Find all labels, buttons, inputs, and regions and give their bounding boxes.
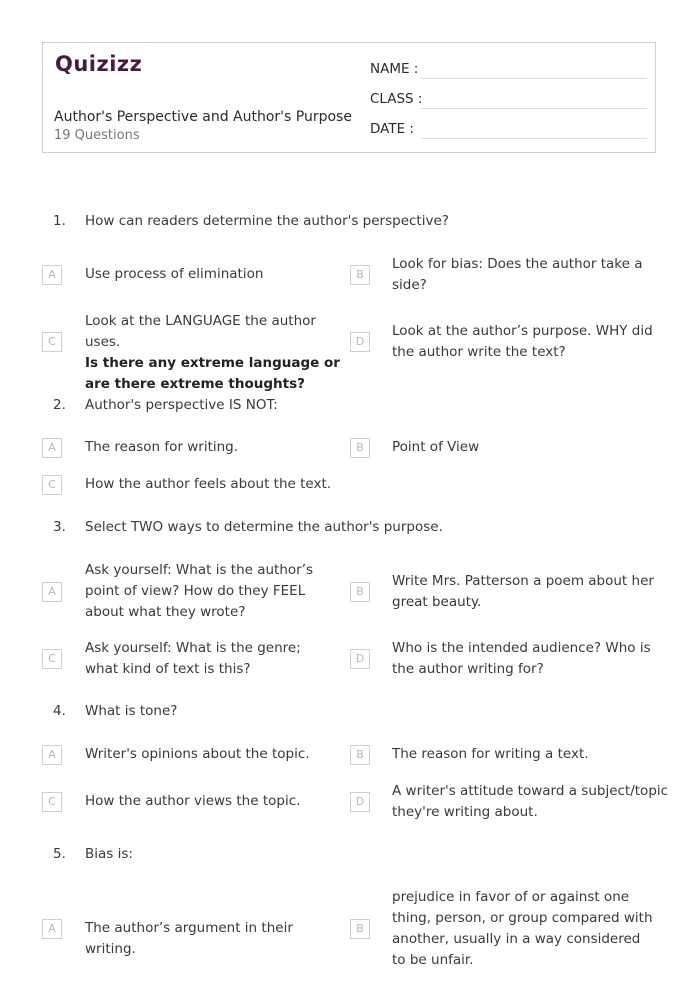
option-text: The reason for writing a text. — [392, 746, 589, 762]
option-letter-box[interactable]: A — [42, 438, 62, 458]
option-text: How the author feels about the text. — [85, 476, 332, 492]
option-text: Ask yourself: What is the genre; what kind of text is this? — [85, 640, 301, 677]
option-letter-box[interactable]: B — [350, 582, 370, 602]
question-number: 4. — [53, 703, 66, 719]
option-letter-box[interactable]: B — [350, 438, 370, 458]
option-letter-box[interactable]: D — [350, 792, 370, 812]
option-text: The reason for writing. — [85, 439, 239, 455]
question-text: How can readers determine the author's perspective? — [85, 213, 449, 229]
option-text: Ask yourself: What is the author’s point of view? How do they FEEL about what they wrote? — [85, 562, 314, 620]
option-letter-box[interactable]: C — [42, 649, 62, 669]
option-letter-box[interactable]: A — [42, 919, 62, 939]
question-number: 3. — [53, 519, 66, 535]
option-letter-box[interactable]: C — [42, 792, 62, 812]
option-letter-box[interactable]: C — [42, 332, 62, 352]
option-text: The author’s argument in their writing. — [85, 920, 293, 957]
question-number: 5. — [53, 846, 66, 862]
name-field[interactable] — [421, 78, 647, 79]
option-text: Use process of elimination — [85, 266, 264, 282]
option-text: Point of View — [392, 439, 480, 455]
option-letter-box[interactable]: B — [350, 919, 370, 939]
question-number: 1. — [53, 213, 66, 229]
option-text: Write Mrs. Patterson a poem about her great beauty. — [392, 573, 654, 610]
class-field[interactable] — [421, 108, 647, 109]
option-text: prejudice in favor of or against one thing, person, or group compared with another, usually in a way considered to be unfair. — [392, 889, 653, 968]
option-text: Look for bias: Does the author take a side? — [392, 256, 643, 293]
question-text: Select TWO ways to determine the author's purpose. — [85, 519, 443, 535]
quizizz-logo: Quizizz — [55, 52, 143, 76]
option-letter-box[interactable]: D — [350, 332, 370, 352]
option-letter-box[interactable]: A — [42, 582, 62, 602]
option-letter-box[interactable]: C — [42, 475, 62, 495]
option-text-bold: Is there any extreme language or are there extreme thoughts? — [85, 355, 340, 392]
worksheet-header — [42, 42, 656, 153]
date-field[interactable] — [421, 138, 647, 139]
option-text: Writer's opinions about the topic. — [85, 746, 310, 762]
name-label: NAME : — [370, 61, 419, 77]
option-text: Look at the author’s purpose. WHY did the author write the text? — [392, 323, 653, 360]
option-letter-box[interactable]: D — [350, 649, 370, 669]
date-label: DATE : — [370, 121, 414, 137]
option-text: How the author views the topic. — [85, 793, 301, 809]
worksheet-title: Author's Perspective and Author's Purpose — [54, 109, 352, 125]
question-count: 19 Questions — [54, 128, 140, 143]
question-text: Author's perspective IS NOT: — [85, 397, 278, 413]
option-text-plain: Look at the LANGUAGE the author uses. — [85, 313, 316, 350]
option-text: A writer's attitude toward a subject/topic they're writing about. — [392, 783, 669, 820]
option-text: Who is the intended audience? Who is the author writing for? — [392, 640, 651, 677]
option-letter-box[interactable]: B — [350, 265, 370, 285]
question-number: 2. — [53, 397, 66, 413]
class-label: CLASS : — [370, 91, 423, 107]
option-letter-box[interactable]: A — [42, 745, 62, 765]
option-letter-box[interactable]: A — [42, 265, 62, 285]
option-letter-box[interactable]: B — [350, 745, 370, 765]
option-text — [85, 311, 353, 395]
question-text: Bias is: — [85, 846, 133, 862]
question-text: What is tone? — [85, 703, 178, 719]
